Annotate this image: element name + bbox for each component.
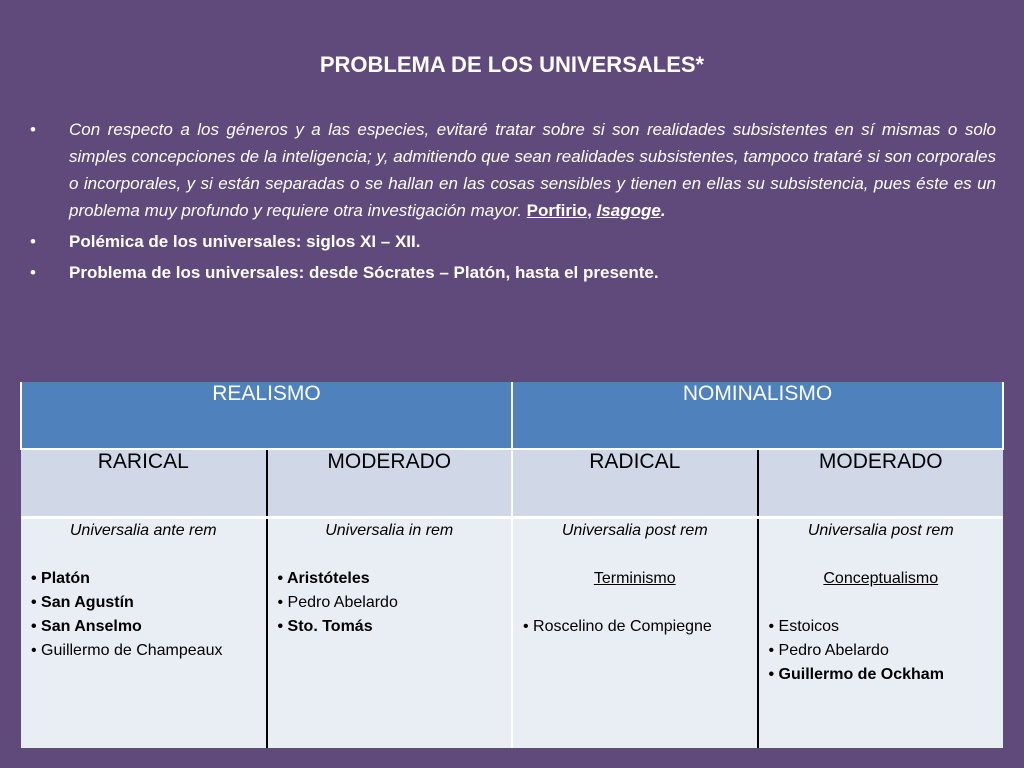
list-item: • Platón (31, 570, 90, 587)
author-list (268, 567, 512, 639)
quote-work: Isagoge (596, 201, 661, 220)
porfirio-quote: Con respecto a los géneros y a las especies, evitaré tratar sobre si son realidades subsistentes en sí mismas o solo simples concepciones de la inteligencia; y, admitiendo que sean realidades subsistentes, tampoco trataré si son corporales o incorporales, y si están separadas o se hallan en las cosas sensibles y tienen en ellas su subsistencia, pues éste es un problema muy profundo y requiere otra investigación mayor. (69, 120, 996, 220)
bullet-quote (30, 116, 996, 224)
school-label: Terminismo (593, 570, 676, 587)
list-item: • Estoicos (768, 618, 840, 635)
cell-realismo-radical (21, 518, 267, 749)
quote-text (69, 116, 996, 224)
header-nominalismo: NOMINALISMO (512, 382, 1003, 449)
header-nominalismo-radical: RADICAL (512, 449, 758, 518)
list-item: • San Anselmo (31, 618, 142, 635)
bullet-dot: • (30, 263, 36, 282)
header-nominalismo-moderado: MODERADO (758, 449, 1004, 518)
cell-realismo-moderado (267, 518, 513, 749)
school-label: Conceptualismo (823, 570, 939, 587)
list-item: • Guillermo de Champeaux (31, 642, 223, 659)
list-item: • Aristóteles (277, 570, 370, 587)
bullet-problema-text: Problema de los universales: desde Sócrates – Platón, hasta el presente. (69, 263, 659, 282)
author-list (759, 615, 1004, 687)
group-header-row (21, 382, 1003, 449)
quote-author: Porfirio, (526, 201, 592, 220)
list-item: • Pedro Abelardo (768, 642, 889, 659)
category-label: Universalia post rem (561, 522, 708, 539)
category-label: Universalia ante rem (69, 522, 217, 539)
bullet-problema (30, 259, 996, 286)
list-item: • Guillermo de Ockham (768, 666, 944, 683)
bullet-dot: • (30, 120, 36, 139)
list-item: • Pedro Abelardo (277, 594, 398, 611)
list-item: • San Agustín (31, 594, 134, 611)
list-item: • Sto. Tomás (277, 618, 373, 635)
bullet-polemica (30, 228, 996, 255)
author-list (513, 615, 757, 639)
slide-title: PROBLEMA DE LOS UNIVERSALES* (319, 52, 705, 77)
universals-table (20, 382, 1004, 748)
content-row (21, 518, 1003, 749)
list-item: • Roscelino de Compiegne (523, 618, 712, 635)
category-label: Universalia post rem (807, 522, 954, 539)
subheader-row (21, 449, 1003, 518)
header-realismo: REALISMO (21, 382, 512, 449)
cell-nominalismo-moderado (758, 518, 1004, 749)
bullet-polemica-text: Polémica de los universales: siglos XI – XII. (69, 232, 421, 251)
cell-nominalismo-radical (512, 518, 758, 749)
bullet-dot: • (30, 232, 36, 251)
bullet-list (30, 116, 996, 290)
author-list (21, 567, 266, 663)
header-realismo-radical: RARICAL (21, 449, 267, 518)
header-realismo-moderado: MODERADO (267, 449, 513, 518)
quote-end: . (660, 201, 666, 220)
category-label: Universalia in rem (325, 522, 454, 539)
